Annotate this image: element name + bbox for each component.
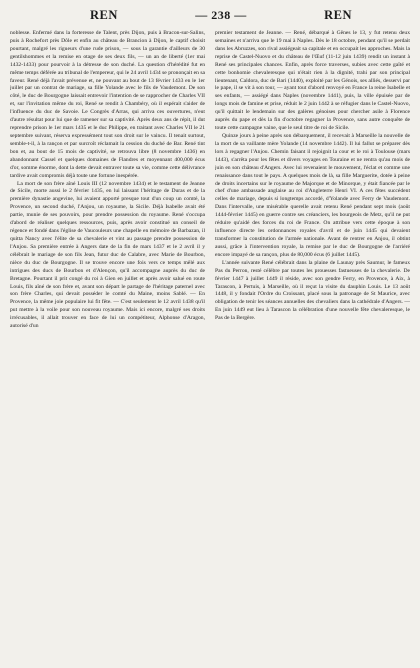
left-column xyxy=(10,30,205,331)
paragraph: premier testament de Jeanne. — René, débarqué à Gênes le 13, y fut retenu deux semaines et n'arriva que le 19 mai à Naples. Dès le 18 octobre, pendant qu'il se perdait dans les Abruzzes, son rival assiégeait sa capitale et en occupait les approches. Mais la reprise de Castel-Nuovo et du château de l'Œuf (11-12 juin 1439) rendit un instant à René ses principales chances. Enfin, après force traverses, subies avec cette gaîté et cette bonhomie chevaleresque qui n'était rien à la dignité, trahi par son principal lieutenant, Caldora, duc de Bari (1440), exploité par les Génois, ses alliés, desservi par le pape, il se vit à son tour, — ayant tout d'abord renvoyé en France la reine Isabelle et ses enfants, — assiégé dans Naples (novembre 1441), puis, la ville épuisée par de longs mois de famine et prise, réduit le 2 juin 1442 à se réfugier dans le Castel-Nuovo, qu'il quittait le lendemain sur des galères génoises pour chercher asile à Florence auprès du pape et dès la fin d'octobre regagner la Provence, sans autre conquête de toute cette campagne vaine, que le seul titre de roi de Sicile. xyxy=(215,30,410,132)
running-header xyxy=(10,8,410,28)
header-right-title: REN xyxy=(324,8,352,22)
right-column xyxy=(215,30,410,331)
paragraph: La mort de son frère aîné Louis III (12 novembre 1434) et le testament de Jeanne de Sicile, morte aussi le 2 février 1435, en lui laissant l'héritage de Duras et de la première dynastie angevine, lui avaient apporté presque tout d'un coup un comté, la Provence, un second duché, l'Anjou, un royaume, la Sicile. Déjà Isabelle avait été partie, munie de ses pouvoirs, pour prendre possession du royaume. René s'occupa d'abord de réaliser quelques ressources, puis, après avoir constitué un conseil de régence et fondé dans l'église de Vaucouleurs une chapelle en mémoire de Barbazan, il quitta Nancy avec l'élite de sa chevalerie et vint au passage prendre possession de l'Anjou. Sa première entrée à Angers date de la fin de mars 1437 et le 2 avril il y célébrait le mariage de son fils Jean, futur duc de Calabre, avec Marie de Bourbon, nièce du duc de Bourgogne. Il se trouve encore une fois vers ce temps mêlé aux intrigues des ducs de Bourbon et d'Alençon, qu'il accompagne auprès du duc de Bretagne. Pourtant il prit congé du roi à Gien en juillet et après avoir salué en route Louis, fils aîné de son frère et, avant son départ le partage de l'héritage paternel avec son frère Charles, qui devait posséder le comté du Maine, moins Sablé. — En Provence, la même joie populaire lui fit fête. — C'est seulement le 12 avril 1438 qu'il put mettre à la voile pour son nouveau royaume. Mais ici encore, malgré ses droits irrécusables, il allait trouver en face de lui un compétiteur, Alphonse d'Aragon, autorisé d'un xyxy=(10,180,205,330)
page-number: — 238 — xyxy=(195,8,247,22)
paragraph: Quinze jours à peine après son débarquement, il recevait à Marseille la nouvelle de la mort de sa vaillante mère Yolande (14 novembre 1442). Il lui fallut se préparer dès lors à regagner l'Anjou. Chemin faisant il rejoignit la cour et le roi à Toulouse (mars 1443), s'arrêta pour les fêtes et divers voyages en Touraine et ne rentra qu'au mois de juin en son château d'Angers. Avec lui revenaient le mouvement, l'éclat et comme une renaissance dans tout le pays. A quelques mois de là, sa fille Marguerite, dotée à peine de droits incertains sur le royaume de Majorque et de Minorque, y était fiancée par le chef d'une ambassade anglaise au roi d'Angleterre Henri VI. A ces fêtes succédent celles de mariage, depuis si longtemps accordé, d'Yolande avec Ferry de Vaudemont. Dans l'intervalle, une misérable querelle avait retenu René pendant sept mois (août 1444-février 1445) en guerre contre ses créanciers, les bourgeois de Metz, qu'il ne put réduire qu'aidé des forces du roi de France. On attribue vers cette époque à son influence directe les ordonnances royales d'avril et de juin 1445 qui devaient transformer la constitution de l'armée nationale. Avant de rentrer en Anjou, il obtint aussi, grâce à l'intervention royale, la remise par le duc de Bourgogne de l'arriéré encore impayé de sa rançon, plus de 80,000 écus (6 juillet 1445). xyxy=(215,132,410,258)
paragraph: noblesse. Enfermé dans la forteresse de Talent, près Dijon, puis à Bracon-sur-Salins, puis à Rochefort près Dôle et enfin au château de Brancion à Dijon, le captif choisit pourtant, malgré les rigueurs d'une rude prison, — sous la garantie d'ailleurs de 30 gentilshommes et la remise en otage de ses deux fils, — un an de liberté (1er mai 1432-1433) pour pourvoir à la détresse de son duché. La question d'hérédité fut en même temps déférée au tribunal de l'empereur, qui le 24 avril 1434 se prononçait en sa faveur. René déjà l'avait prévenue et, ne pouvant au bout de 13 février 1433 en le 1er juillet par un contrat de mariage, sa fille Yolande avec le fils de Vaudemont. De son côté, le duc de Bourgogne laissait entrevoir l'intention de se rapprocher de Charles VII et, sur l'invitation même du roi, René se rendit à Chambéry, où il espérait s'aider de l'influence du duc de Savoie. Le Congrès d'Arras, qui arriva ces ouvertures, n'eut d'autre résultat pour lui que de ramener sur sa captivité. Après deux ans de répit, il dut reprendre prison le 1er mars 1435 et le duc Philippe, en traitant avec Charles VII le 21 septembre suivant, réserva expressément tout son droit sur le vaincu. Il tenait surtout, semble-t-il, à la rançon et par surcroît réclamait la cession du duché de Bar. René tint bon et, au bout de 15 mois de captivité, se retrouva libre (8 novembre 1436) en abandonnant Cassel et quelques domaines de Flandres et moyennant 400,000 écus d'or, somme énorme, dont la dette devait entraver toute sa vie, comme cette délivrance tardive avait compromis déjà toute une fortune inespérée. xyxy=(10,30,205,179)
paragraph: L'année suivante René célébrait dans la plaine de Launay près Saumur, le fameux Pas du Perron, resté célèbre par toutes les prouesses fastueuses de la chevalerie. De février 1447 à juillet 1449 il réside, avec son gendre Ferry, en Provence, à Aix, à Tarascon, à Pertuis, à Marseille, où il reçut la visite du dauphin Louis. Le 13 août 1448, il y fondait l'Ordre du Croissant, placé sous la patronage de St Maurice, avec obligation de tenir les séances annuelles des chevaliers dans la cathédrale d'Angers. — En juin 1449 eut lieu à Tarascon la célébration d'une nouvelle fête chevaleresque, le Pas de la Bergère. xyxy=(215,259,410,322)
header-left-title: REN xyxy=(90,8,118,22)
two-column-body xyxy=(10,30,410,331)
